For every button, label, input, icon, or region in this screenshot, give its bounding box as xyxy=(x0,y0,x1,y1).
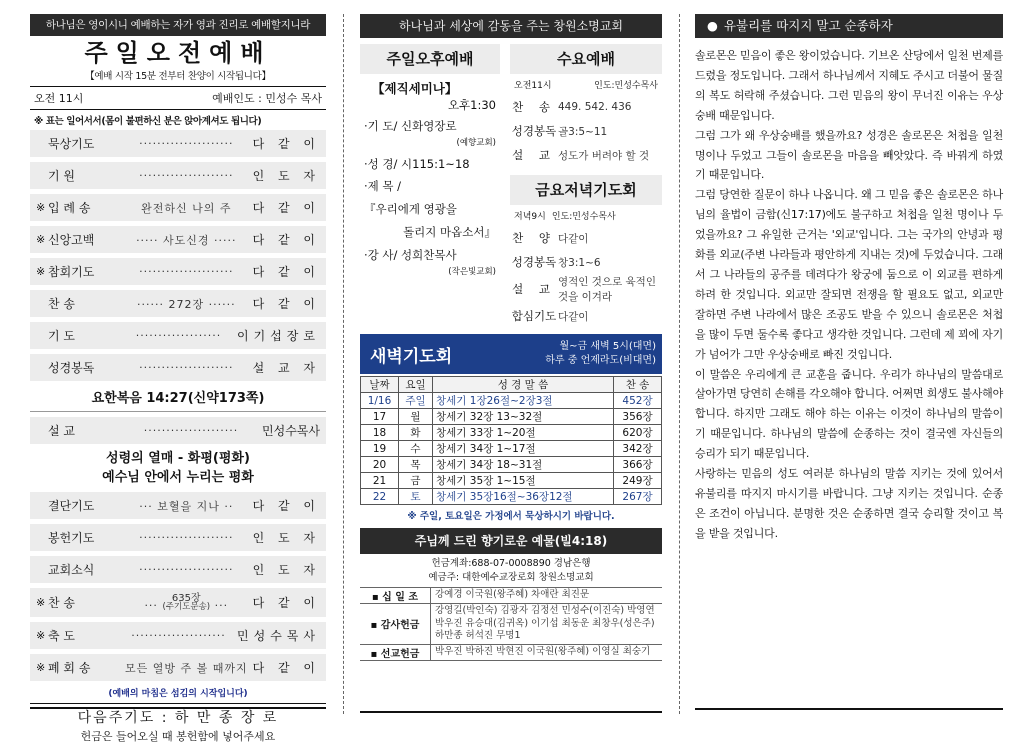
seminar-speaker: ·강 사/ 성희찬목사 xyxy=(364,248,457,262)
midweek-services xyxy=(510,44,662,328)
offering-type: ▪ 감사헌금 xyxy=(370,620,420,632)
order-middle: 모든 열방 주 볼 때까지 xyxy=(124,661,248,675)
cell-hymn: 452장 xyxy=(614,393,662,409)
service-row xyxy=(510,250,662,274)
order-middle: ····················· xyxy=(139,169,234,182)
friday-rows xyxy=(510,226,662,328)
cell-day: 주일 xyxy=(399,393,433,409)
worship-leader: 예배인도 : 민성수 목사 xyxy=(212,92,322,105)
service-row-key: 합심기도 xyxy=(511,309,557,323)
order-label: 폐 회 송 xyxy=(48,661,91,675)
order-middle: ····················· xyxy=(139,265,234,278)
order-middle: ····· 사도신경 ····· xyxy=(136,233,237,247)
stand-mark: ※ xyxy=(36,661,46,674)
seminar-prayer: ·기 도/ 신화영장로 xyxy=(364,119,457,133)
header-day: 요일 xyxy=(399,377,433,393)
article-paragraph: 그럼 당연한 질문이 하나 나옵니다. 왜 그 믿음 좋은 솔로몬은 하나님의 율법이 금함(신17:17)에도 불구하고 처첩을 일천 명이나 두었을까요? 그 유일한 근거는 '외교'입니다. 그는 국가의 안녕과 평화를 외교(주변 나라들과 평안하게 지내는 것)에 두었습니다. 그래서 그 나라들의 공주를 데려다가 왕궁에 둠으로 이 외교를 편하게 하려 한 것입니다. 외교만 잘되면 전쟁을 할 필요도 없고, 외교만 잘하면 주변 나라에서 많은 조공도 받을 수 있으니 솔로몬은 처첩을 많이 두면 둘수록 좋다고 생각한 것입니다. 그런데 제 꾀에 자기가 넘어가 그만 우상숭배로 빠진 것입니다. xyxy=(695,188,1003,361)
seminar-speaker-church: (작은빛교회) xyxy=(448,267,496,277)
seminar-topic-label: ·제 목 / xyxy=(364,179,402,193)
service-row-value: 성도가 버려야 할 것 xyxy=(558,149,650,162)
order-person: 다 같 이 xyxy=(252,233,320,247)
column-article xyxy=(695,14,1003,714)
article-heading xyxy=(695,14,1003,38)
order-row xyxy=(30,556,326,583)
sunday-afternoon-box xyxy=(360,44,500,328)
order-middle xyxy=(120,594,253,612)
service-row-key: 찬 양 xyxy=(512,231,556,245)
order-middle: ··· 보혈을 지나 ·· xyxy=(139,499,234,513)
table-row xyxy=(361,425,662,441)
order-person: 다 같 이 xyxy=(252,661,320,675)
cell-passage: 창세기 34장 18~31절 xyxy=(433,457,614,473)
order-label: 설 교 xyxy=(48,424,75,438)
cell-day: 월 xyxy=(399,409,433,425)
service-row-key: 설 교 xyxy=(512,282,556,296)
order-row-hymn-2 xyxy=(30,588,326,617)
order-label: 찬 송 xyxy=(48,297,75,311)
order-person: 민성수목사 xyxy=(262,424,320,438)
order-list-b xyxy=(30,492,326,583)
article-title: 유불리를 따지지 말고 순종하자 xyxy=(723,18,893,33)
service-row xyxy=(510,143,662,167)
service-row-key: 성경봉독 xyxy=(511,124,557,138)
order-row xyxy=(30,492,326,519)
order-label: 신앙고백 xyxy=(48,233,95,247)
column-divider-2 xyxy=(679,14,680,714)
order-label: 참회기도 xyxy=(48,265,95,279)
order-row xyxy=(30,130,326,157)
order-label: 기 원 xyxy=(48,169,75,183)
order-person: 다 같 이 xyxy=(252,499,320,513)
order-middle: ····················· xyxy=(131,629,226,642)
church-banner: 하나님과 세상에 감동을 주는 창원소명교회 xyxy=(360,14,662,38)
cell-hymn: 356장 xyxy=(614,409,662,425)
bullet-circle-icon: ● xyxy=(707,18,718,33)
order-label: 찬 송 xyxy=(48,596,75,610)
order-row xyxy=(30,354,326,381)
offering-account: 헌금계좌:688-07-0008890 경남은행 xyxy=(431,558,591,569)
service-row-value: 골3:5~11 xyxy=(558,125,608,138)
column-divider-1 xyxy=(343,14,344,714)
worship-subtitle: 【예배 시작 15분 전부터 찬양이 시작됩니다】 xyxy=(85,71,271,82)
offering-note: 헌금은 들어오실 때 봉헌함에 넣어주세요 xyxy=(80,730,276,743)
order-person: 다 같 이 xyxy=(252,297,320,311)
wednesday-time: 오전11시 xyxy=(514,81,552,91)
order-person: 다 같 이 xyxy=(252,596,320,610)
cell-date: 20 xyxy=(361,457,399,473)
seminar-scripture: ·성 경/ 시115:1~18 xyxy=(364,157,470,171)
order-person: 다 같 이 xyxy=(252,137,320,151)
cell-date: 18 xyxy=(361,425,399,441)
dot-leader: ··· xyxy=(214,598,229,612)
table-row xyxy=(361,473,662,489)
sunday-afternoon-title: 주일오후예배 xyxy=(360,44,500,74)
cell-date: 1/16 xyxy=(361,393,399,409)
service-row-key: 성경봉독 xyxy=(511,255,557,269)
cell-day: 수 xyxy=(399,441,433,457)
order-person: 인 도 자 xyxy=(252,563,320,577)
service-row-value: 449. 542. 436 xyxy=(558,101,632,113)
article-paragraph: 이 말씀은 우리에게 큰 교훈을 줍니다. 우리가 하나님의 말씀대로 살아가면 당연히 손해를 각오해야 합니다. 어쩌면 희생도 불사해야 합니다. 하지만 그래도 해야 하는 이유는 이것이 하나님의 말씀이기 때문입니다. 하나님의 말씀에 순종하는 것이 결국엔 자신들의 승리가 되기 때문입니다. xyxy=(695,367,1003,461)
order-person: 인 도 자 xyxy=(252,531,320,545)
table-row xyxy=(361,457,662,473)
cell-hymn: 620장 xyxy=(614,425,662,441)
hymn-number-line-1: 635장 xyxy=(171,592,201,604)
offering-names: 강영길(박인숙) 김광자 김정선 민성수(이진숙) 박영연 박우진 유승대(김귀옥) 이기섭 최동운 최창우(성은주) 하만종 허석진 무명1 xyxy=(430,604,662,644)
wednesday-leader: 인도:민성수목사 xyxy=(594,81,658,91)
order-person: 이기섭장로 xyxy=(237,329,320,343)
cell-day: 토 xyxy=(399,489,433,505)
stand-mark: ※ xyxy=(36,596,46,609)
cell-day: 금 xyxy=(399,473,433,489)
sermon-title xyxy=(30,449,326,487)
seminar-prayer-church: (예향교회) xyxy=(456,138,496,148)
service-row xyxy=(510,226,662,250)
service-row-value: 영적인 것으로 육적인 것을 이겨라 xyxy=(558,276,656,303)
sermon-title-line-1: 성령의 열매 - 화평(평화) xyxy=(106,451,250,466)
worship-banner: 하나님은 영이시니 예배하는 자가 영과 진리로 예배할지니라 xyxy=(30,14,326,36)
cell-hymn: 366장 xyxy=(614,457,662,473)
order-list-a xyxy=(30,130,326,381)
order-row xyxy=(30,290,326,317)
order-label: 입 례 송 xyxy=(48,201,91,215)
cell-passage: 창세기 32장 13~32절 xyxy=(433,409,614,425)
article-paragraph: 솔로몬은 믿음이 좋은 왕이었습니다. 기브온 산당에서 일천 번제를 드렸을 정도입니다. 그래서 하나님께서 지혜도 주시고 더불어 물질의 복도 허락해 주셨습니다. 그런 믿음의 왕이 무너진 이유는 우상숭배 때문입니다. xyxy=(695,49,1003,122)
morning-worship-column xyxy=(30,14,326,743)
dawn-prayer-info xyxy=(500,340,662,368)
dawn-reading-table xyxy=(360,376,662,505)
stand-mark: ※ xyxy=(36,265,46,278)
order-person: 인 도 자 xyxy=(252,169,320,183)
wednesday-info xyxy=(510,74,662,95)
cell-hymn: 267장 xyxy=(614,489,662,505)
service-row-value: 다같이 xyxy=(558,310,589,323)
table-row xyxy=(361,409,662,425)
offering-row xyxy=(360,644,662,661)
dot-leader: ··· xyxy=(144,598,158,612)
cell-hymn: 342장 xyxy=(614,441,662,457)
order-row xyxy=(30,258,326,285)
friday-info xyxy=(510,205,662,226)
stand-mark: ※ xyxy=(36,233,46,246)
order-row-sermon xyxy=(30,417,326,444)
dawn-prayer-header xyxy=(360,334,662,374)
offering-names: 강예경 이국원(왕주혜) 차애란 최진문 xyxy=(430,588,662,603)
service-row-value: 다같이 xyxy=(558,232,589,245)
table-row xyxy=(361,441,662,457)
order-row xyxy=(30,226,326,253)
friday-leader: 인도:민성수목사 xyxy=(551,212,616,222)
friday-title: 금요저녁기도회 xyxy=(510,175,662,205)
schedule-column xyxy=(360,14,662,714)
order-label: 봉헌기도 xyxy=(48,531,95,545)
page-title: 주일오전예배 xyxy=(84,39,272,67)
dawn-table-body xyxy=(361,393,662,505)
cell-day: 화 xyxy=(399,425,433,441)
standing-notice: ※ 표는 일어서서(몸이 불편하신 분은 앉아계셔도 됩니다) xyxy=(34,116,262,127)
friday-time: 저녁9시 xyxy=(514,212,546,222)
cell-date: 22 xyxy=(361,489,399,505)
order-row xyxy=(30,524,326,551)
offering-type: ▪ 십 일 조 xyxy=(371,592,419,603)
cell-hymn: 249장 xyxy=(614,473,662,489)
order-label: 성경봉독 xyxy=(48,361,95,375)
order-middle: ····················· xyxy=(139,563,234,576)
article-body xyxy=(695,46,1003,544)
next-week-prayer: 다음주기도 : 하 만 종 장 로 xyxy=(30,703,326,727)
table-header-row xyxy=(361,377,662,393)
order-label: 기 도 xyxy=(48,329,75,343)
offering-type: ▪ 선교헌금 xyxy=(370,648,420,660)
wednesday-title: 수요예배 xyxy=(510,44,662,74)
cell-date: 17 xyxy=(361,409,399,425)
service-row-key: 찬 송 xyxy=(512,100,556,114)
weekly-services xyxy=(360,44,662,328)
order-label: 결단기도 xyxy=(48,499,95,513)
cell-date: 21 xyxy=(361,473,399,489)
order-label: 교회소식 xyxy=(48,563,95,577)
service-row-key: 설 교 xyxy=(512,148,556,162)
order-middle: ····················· xyxy=(139,137,234,150)
stand-mark: ※ xyxy=(36,629,46,642)
service-row xyxy=(510,95,662,119)
article-paragraph: 그럼 그가 왜 우상숭배를 했을까요? 성경은 솔로몬은 처첩을 일천 명이나 두었고 그들이 솔로몬을 마음을 빼앗았다. 즉 바꿔게 하였기 때문입니다. xyxy=(695,128,1003,182)
offering-list xyxy=(360,587,662,661)
order-person: 민성수목사 xyxy=(237,629,320,643)
order-row xyxy=(30,322,326,349)
cell-date: 19 xyxy=(361,441,399,457)
header-date: 날짜 xyxy=(361,377,399,393)
order-middle: ····················· xyxy=(139,361,234,374)
seminar-title: 【제직세미나】 xyxy=(372,81,458,96)
header-hymn: 찬 송 xyxy=(614,377,662,393)
order-row xyxy=(30,654,326,681)
order-person: 다 같 이 xyxy=(252,201,320,215)
order-row xyxy=(30,162,326,189)
sermon-title-line-2: 예수님 안에서 누리는 평화 xyxy=(102,470,254,485)
order-middle: ······ 272장 ······ xyxy=(137,297,236,311)
dawn-info-line-2: 하루 중 언제라도(비대면) xyxy=(545,355,656,366)
seminar-topic-2: 돌리지 마옵소서』 xyxy=(403,225,496,239)
seminar-details xyxy=(360,74,500,287)
order-list-c xyxy=(30,622,326,681)
order-middle: ····················· xyxy=(139,531,234,544)
cell-day: 목 xyxy=(399,457,433,473)
cell-passage: 창세기 34장 1~17절 xyxy=(433,441,614,457)
cell-passage: 창세기 35장 1~15절 xyxy=(433,473,614,489)
worship-time: 오전 11시 xyxy=(34,92,84,105)
order-middle: 완전하신 나의 주 xyxy=(141,201,232,215)
cell-passage: 창세기 35장16절~36장12절 xyxy=(433,489,614,505)
table-row xyxy=(361,393,662,409)
order-person: 다 같 이 xyxy=(252,265,320,279)
scripture-reference: 요한복음 14:27(신약173쪽) xyxy=(30,386,326,412)
closing-note: (예배의 마침은 섬김의 시작입니다) xyxy=(108,689,248,699)
wednesday-rows xyxy=(510,95,662,167)
order-middle: ····················· xyxy=(143,424,239,437)
dawn-note: ※ 주일, 토요일은 가정에서 묵상하시기 바랍니다. xyxy=(407,511,615,522)
service-row xyxy=(510,119,662,143)
service-row xyxy=(510,274,662,304)
order-middle: ··················· xyxy=(135,329,222,342)
service-row-value: 창3:1~6 xyxy=(558,256,601,269)
article-paragraph: 사랑하는 믿음의 성도 여러분 하나님의 말씀 지키는 것에 있어서 유불리를 따지지 마시기를 바랍니다. 그냥 지키는 것입니다. 순종은 조건이 아닙니다. 분명한 것은 순종하면 결국 승리할 것이고 복을 받을 것입니다. xyxy=(695,467,1003,540)
order-label: 축 도 xyxy=(48,629,75,643)
stand-mark: ※ xyxy=(36,201,46,214)
offering-names: 박우진 박하진 박현진 이국원(왕주혜) 이영실 최숭기 xyxy=(430,645,662,660)
offering-row xyxy=(360,587,662,603)
offering-account-holder: 예금주: 대한예수교장로회 창원소명교회 xyxy=(428,572,594,583)
order-row xyxy=(30,622,326,649)
offering-row xyxy=(360,603,662,644)
cell-passage: 창세기 33장 1~20절 xyxy=(433,425,614,441)
worship-time-line xyxy=(30,86,326,110)
dawn-info-line-1: 월~금 새벽 5시(대면) xyxy=(559,341,656,352)
cell-passage: 창세기 1장26절~2장3절 xyxy=(433,393,614,409)
order-person: 설 교 자 xyxy=(252,361,320,375)
offering-title: 주님께 드린 향기로운 예물(빌4:18) xyxy=(360,528,662,554)
order-row xyxy=(30,194,326,221)
hymn-number xyxy=(162,594,210,612)
order-label: 묵상기도 xyxy=(48,137,95,151)
seminar-time: 오후1:30 xyxy=(447,98,496,112)
service-row xyxy=(510,304,662,328)
dawn-prayer-title: 새벽기도회 xyxy=(370,346,453,367)
header-passage: 성 경 말 씀 xyxy=(433,377,614,393)
hymn-number-line-2: (주기도문송) xyxy=(162,601,211,612)
seminar-topic-1: 『우리에게 영광을 xyxy=(364,202,457,216)
table-row xyxy=(361,489,662,505)
